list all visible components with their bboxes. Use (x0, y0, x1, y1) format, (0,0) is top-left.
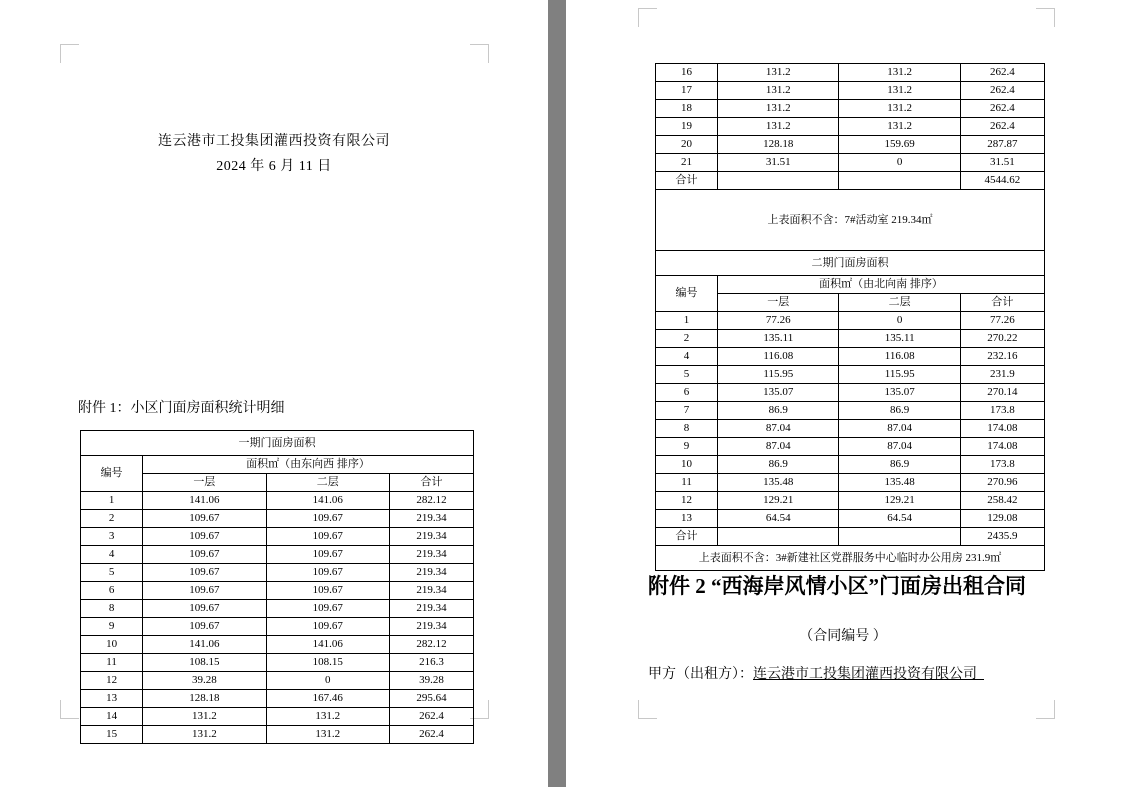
table-row (81, 528, 474, 546)
crop-mark-top-right (470, 44, 489, 63)
cell-floor1: 131.2 (718, 118, 839, 136)
page-gutter (548, 0, 566, 787)
table-row (81, 708, 474, 726)
table-row (656, 474, 1045, 492)
cell-total-label: 合计 (656, 528, 718, 546)
table-row (81, 492, 474, 510)
cell-no: 20 (656, 136, 718, 154)
cell-floor1: 131.2 (718, 82, 839, 100)
cell-no: 1 (656, 312, 718, 330)
table-row (656, 492, 1045, 510)
cell-total: 31.51 (960, 154, 1044, 172)
table-row (656, 64, 1045, 82)
cell-no: 16 (656, 64, 718, 82)
cell-total: 231.9 (960, 366, 1044, 384)
cell-floor1: 129.21 (718, 492, 839, 510)
cell-no: 12 (81, 672, 143, 690)
cell-total: 129.08 (960, 510, 1044, 528)
cell-floor2: 131.2 (266, 726, 389, 744)
cell-no: 6 (656, 384, 718, 402)
party-a-blank (977, 667, 984, 682)
header-floor2: 二层 (839, 294, 960, 312)
cell-total: 270.14 (960, 384, 1044, 402)
table-row (656, 438, 1045, 456)
cell-floor1: 131.2 (143, 726, 266, 744)
table-row (81, 618, 474, 636)
cell-total: 174.08 (960, 438, 1044, 456)
cell-floor2: 116.08 (839, 348, 960, 366)
cell-floor2: 141.06 (266, 492, 389, 510)
cell-floor2: 131.2 (839, 118, 960, 136)
cell-floor2: 0 (266, 672, 389, 690)
header-floor1: 一层 (718, 294, 839, 312)
cell-no: 21 (656, 154, 718, 172)
cell-floor1: 131.2 (718, 100, 839, 118)
cell-total: 295.64 (389, 690, 473, 708)
cell-total: 262.4 (960, 64, 1044, 82)
header-area: 面积㎡（由东向西 排序） (143, 456, 474, 474)
cell-no: 2 (656, 330, 718, 348)
cell-floor1: 116.08 (718, 348, 839, 366)
cell-total: 219.34 (389, 582, 473, 600)
cell-floor1: 135.11 (718, 330, 839, 348)
cell-total: 287.87 (960, 136, 1044, 154)
table-row (81, 564, 474, 582)
cell-floor2: 159.69 (839, 136, 960, 154)
table-row (656, 100, 1045, 118)
table-row (656, 384, 1045, 402)
cell-floor2: 0 (839, 154, 960, 172)
cell-empty-floor1 (718, 172, 839, 190)
cell-floor1: 31.51 (718, 154, 839, 172)
cell-floor2: 135.11 (839, 330, 960, 348)
table-row-total (656, 172, 1045, 190)
header-floor2: 二层 (266, 474, 389, 492)
contract-number: （合同编号 ） (799, 629, 887, 644)
cell-total: 39.28 (389, 672, 473, 690)
cell-no: 17 (656, 82, 718, 100)
table-row-note (656, 546, 1045, 571)
cell-no: 15 (81, 726, 143, 744)
cell-total: 270.22 (960, 330, 1044, 348)
cell-floor2: 141.06 (266, 636, 389, 654)
cell-no: 12 (656, 492, 718, 510)
cell-floor1: 141.06 (143, 492, 266, 510)
cell-no: 13 (656, 510, 718, 528)
cell-total: 77.26 (960, 312, 1044, 330)
cell-floor1: 109.67 (143, 546, 266, 564)
header-total: 合计 (389, 474, 473, 492)
party-a-line (648, 663, 984, 683)
table-row (81, 690, 474, 708)
cell-floor1: 109.67 (143, 618, 266, 636)
document-date: 2024 年 6 月 11 日 (216, 159, 332, 174)
cell-total: 282.12 (389, 492, 473, 510)
cell-floor1: 128.18 (143, 690, 266, 708)
cell-floor2: 109.67 (266, 600, 389, 618)
cell-total: 219.34 (389, 510, 473, 528)
table-row (656, 420, 1045, 438)
table2-note: 上表面积不含：3#新建社区党群服务中心临时办公用房 231.9㎡ (656, 546, 1045, 571)
cell-total: 262.4 (960, 118, 1044, 136)
header-area: 面积㎡（由北向南 排序） (718, 276, 1045, 294)
cell-total: 262.4 (960, 82, 1044, 100)
cell-floor2: 64.54 (839, 510, 960, 528)
table-phase1-wrapper (80, 430, 474, 744)
cell-floor2: 131.2 (266, 708, 389, 726)
table-row (81, 726, 474, 744)
cell-total: 173.8 (960, 456, 1044, 474)
cell-floor2: 167.46 (266, 690, 389, 708)
cell-total: 262.4 (960, 100, 1044, 118)
cell-total: 262.4 (389, 708, 473, 726)
cell-total: 270.96 (960, 474, 1044, 492)
table-row (656, 348, 1045, 366)
cell-no: 6 (81, 582, 143, 600)
table-row-title (656, 251, 1045, 276)
table-row (656, 510, 1045, 528)
table-row (81, 600, 474, 618)
table-row (656, 330, 1045, 348)
cell-floor1: 141.06 (143, 636, 266, 654)
page-left (0, 0, 548, 787)
table-row (656, 312, 1045, 330)
header-no: 编号 (81, 456, 143, 492)
table-continued-and-phase2 (655, 63, 1045, 571)
party-a-label: 甲方（出租方）： (648, 667, 753, 682)
table-phase1 (80, 430, 474, 744)
cell-total-label: 合计 (656, 172, 718, 190)
cell-total: 262.4 (389, 726, 473, 744)
cell-floor2: 115.95 (839, 366, 960, 384)
table-row (81, 672, 474, 690)
cell-floor2: 135.48 (839, 474, 960, 492)
cell-floor2: 86.9 (839, 402, 960, 420)
cell-no: 7 (656, 402, 718, 420)
cell-no: 10 (656, 456, 718, 474)
cell-floor2: 135.07 (839, 384, 960, 402)
cell-floor1: 131.2 (143, 708, 266, 726)
cell-no: 19 (656, 118, 718, 136)
table-row-header-1 (656, 276, 1045, 294)
cell-no: 9 (81, 618, 143, 636)
cell-floor2: 129.21 (839, 492, 960, 510)
cell-floor2: 0 (839, 312, 960, 330)
cell-no: 3 (81, 528, 143, 546)
cell-floor2: 109.67 (266, 546, 389, 564)
header-no: 编号 (656, 276, 718, 312)
cell-floor1: 86.9 (718, 402, 839, 420)
attachment1-label: 附件 1：小区门面房面积统计明细 (78, 401, 285, 416)
crop-mark-top-left (638, 8, 657, 27)
cell-floor1: 64.54 (718, 510, 839, 528)
cell-floor1: 131.2 (718, 64, 839, 82)
cell-no: 11 (656, 474, 718, 492)
cell-total: 219.34 (389, 546, 473, 564)
cell-floor2: 109.67 (266, 528, 389, 546)
cell-floor1: 86.9 (718, 456, 839, 474)
cell-floor1: 77.26 (718, 312, 839, 330)
table-row-total (656, 528, 1045, 546)
cell-total: 219.34 (389, 600, 473, 618)
cell-floor1: 135.48 (718, 474, 839, 492)
attachment2-title: 附件 2 “西海岸风情小区”门面房出租合同 (648, 574, 1026, 598)
table2-title: 二期门面房面积 (656, 251, 1045, 276)
party-a-value: 连云港市工投集团灌西投资有限公司 (753, 667, 977, 682)
cell-floor1: 87.04 (718, 420, 839, 438)
table-row (656, 154, 1045, 172)
cell-no: 18 (656, 100, 718, 118)
table-row (656, 136, 1045, 154)
cell-no: 14 (81, 708, 143, 726)
cell-floor2: 131.2 (839, 64, 960, 82)
cell-floor2: 131.2 (839, 82, 960, 100)
cell-floor2: 109.67 (266, 582, 389, 600)
table-row-note (656, 190, 1045, 251)
cell-no: 11 (81, 654, 143, 672)
table-row (656, 366, 1045, 384)
cell-floor2: 131.2 (839, 100, 960, 118)
cell-no: 10 (81, 636, 143, 654)
header-total: 合计 (960, 294, 1044, 312)
cell-floor2: 109.67 (266, 618, 389, 636)
cell-total: 216.3 (389, 654, 473, 672)
cell-floor2: 109.67 (266, 510, 389, 528)
cell-no: 13 (81, 690, 143, 708)
cell-no: 1 (81, 492, 143, 510)
cell-floor2: 108.15 (266, 654, 389, 672)
cell-floor2: 86.9 (839, 456, 960, 474)
crop-mark-top-left (60, 44, 79, 63)
cell-no: 5 (81, 564, 143, 582)
table-row (656, 456, 1045, 474)
table-row-title (81, 431, 474, 456)
cell-floor1: 109.67 (143, 564, 266, 582)
cell-floor1: 108.15 (143, 654, 266, 672)
cell-empty-floor2 (839, 528, 960, 546)
cell-total: 219.34 (389, 564, 473, 582)
cell-floor1: 109.67 (143, 582, 266, 600)
cell-total-value: 2435.9 (960, 528, 1044, 546)
cell-empty-floor2 (839, 172, 960, 190)
cell-total: 219.34 (389, 528, 473, 546)
cell-floor1: 128.18 (718, 136, 839, 154)
cell-total: 173.8 (960, 402, 1044, 420)
table-row (81, 654, 474, 672)
table-row (81, 546, 474, 564)
cell-floor1: 109.67 (143, 528, 266, 546)
cell-total: 219.34 (389, 618, 473, 636)
header-floor1: 一层 (143, 474, 266, 492)
table-row (81, 582, 474, 600)
cell-floor1: 109.67 (143, 600, 266, 618)
crop-mark-bottom-left (60, 700, 79, 719)
cell-total: 232.16 (960, 348, 1044, 366)
crop-mark-bottom-right (1036, 700, 1055, 719)
cell-no: 4 (656, 348, 718, 366)
cell-total-value: 4544.62 (960, 172, 1044, 190)
cell-no: 8 (656, 420, 718, 438)
cell-floor1: 39.28 (143, 672, 266, 690)
cell-no: 2 (81, 510, 143, 528)
cell-floor2: 87.04 (839, 438, 960, 456)
cell-empty-floor1 (718, 528, 839, 546)
table-row (656, 118, 1045, 136)
crop-mark-top-right (1036, 8, 1055, 27)
cell-floor2: 87.04 (839, 420, 960, 438)
cell-no: 4 (81, 546, 143, 564)
table-row (81, 636, 474, 654)
crop-mark-bottom-left (638, 700, 657, 719)
cell-no: 8 (81, 600, 143, 618)
table-row (81, 510, 474, 528)
cell-floor1: 87.04 (718, 438, 839, 456)
table-phase2-wrapper (655, 63, 1045, 571)
table-row (656, 402, 1045, 420)
cell-total: 174.08 (960, 420, 1044, 438)
table-title: 一期门面房面积 (81, 431, 474, 456)
cell-no: 9 (656, 438, 718, 456)
cell-floor1: 115.95 (718, 366, 839, 384)
cell-total: 258.42 (960, 492, 1044, 510)
cell-no: 5 (656, 366, 718, 384)
company-name: 连云港市工投集团灌西投资有限公司 (158, 134, 390, 149)
cell-floor2: 109.67 (266, 564, 389, 582)
table-row-header-1 (81, 456, 474, 474)
table-row (656, 82, 1045, 100)
cell-floor1: 135.07 (718, 384, 839, 402)
cell-floor1: 109.67 (143, 510, 266, 528)
table1-note: 上表面积不含：7#活动室 219.34㎡ (656, 190, 1045, 251)
cell-total: 282.12 (389, 636, 473, 654)
